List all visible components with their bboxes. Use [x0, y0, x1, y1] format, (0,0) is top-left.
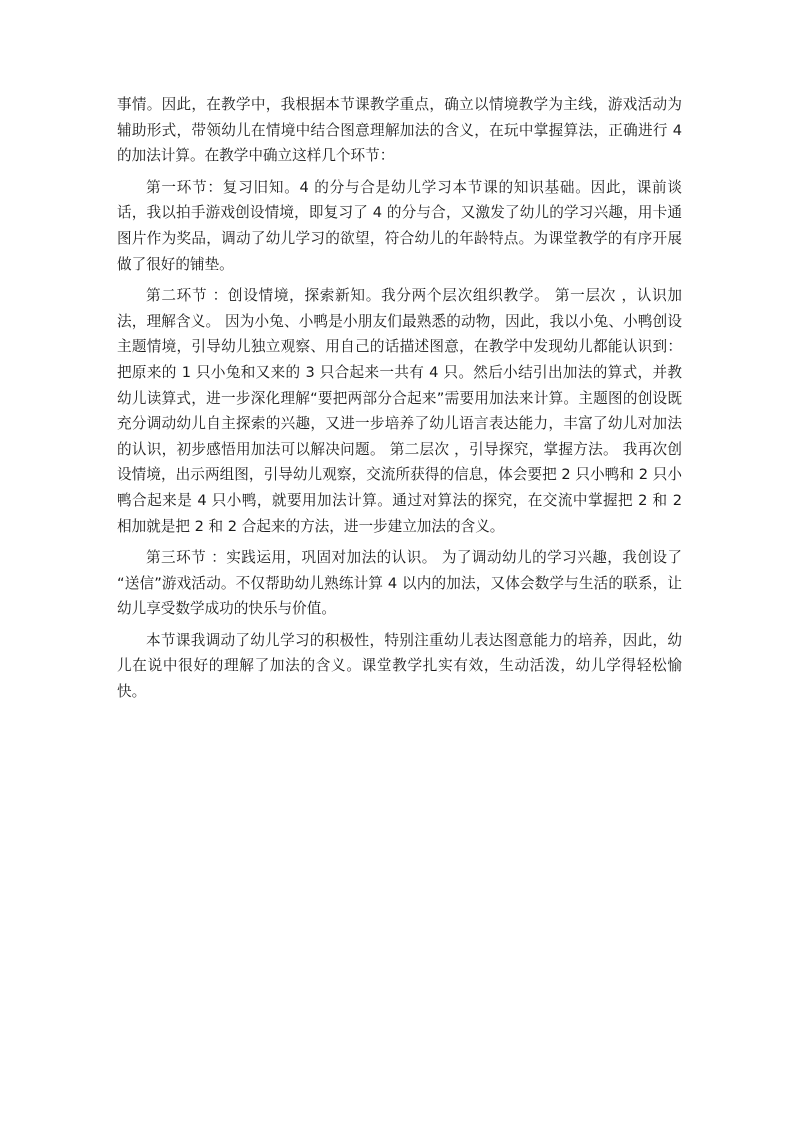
- paragraph-step-three: 第三环节 ：实践运用，巩固对加法的认识。 为了调动幼儿的学习兴趣，我创设了 “送信”游戏活动。不仅帮助幼儿熟练计算 4 以内的加法，又体会数学与生活的联系，让幼儿享受数学成功的快乐与价值。: [117, 549, 682, 618]
- paragraph-intro: 事情。因此，在教学中，我根据本节课教学重点，确立以情境教学为主线，游戏活动为辅助形式，带领幼儿在情境中结合图意理解加法的含义，在玩中掌握算法，正确进行 4 的加法计算。在教学中确立这样几个环节：: [117, 96, 682, 165]
- paragraph-step-two: 第二环节 ：创设情境，探索新知。我分两个层次组织教学。 第一层次 ，认识加法，理解含义。 因为小兔、小鸭是小朋友们最熟悉的动物，因此，我以小兔、小鸭创设主题情境，引导幼儿独立观察、用自己的话描述图意，在教学中发现幼儿都能认识到：把原来的 1 只小兔和又来的 3 只合起来一共有 4 只。然后小结引出加法的算式，并教幼儿读算式，进一步深化理解“要把两部分合起来”需要用加法来计算。主题图的创设既充分调动幼儿自主探索的兴趣，又进一步培养了幼儿语言表达能力，丰富了幼儿对加法的认识，初步感悟用加法可以解决问题。 第二层次 ，引导探究，掌握方法。 我再次创设情境，出示两组图，引导幼儿观察，交流所获得的信息，体会要把 2 只小鸭和 2 只小鸭合起来是 4 只小鸭，就要用加法计算。通过对算法的探究，在交流中掌握把 2 和 2 相加就是把 2 和 2 合起来的方法，进一步建立加法的含义。: [117, 287, 682, 535]
- paragraph-conclusion: 本节课我调动了幼儿学习的积极性，特别注重幼儿表达图意能力的培养，因此，幼儿在说中很好的理解了加法的含义。课堂教学扎实有效，生动活泼，幼儿学得轻松愉快。: [117, 631, 682, 701]
- paragraph-step-one: 第一环节：复习旧知。4 的分与合是幼儿学习本节课的知识基础。因此，课前谈话，我以拍手游戏创设情境，即复习了 4 的分与合，又激发了幼儿的学习兴趣，用卡通图片作为奖品，调动了幼儿学习的欲望，符合幼儿的年龄特点。为课堂教学的有序开展做了很好的铺垫。: [117, 178, 682, 273]
- document-body: [117, 92, 682, 711]
